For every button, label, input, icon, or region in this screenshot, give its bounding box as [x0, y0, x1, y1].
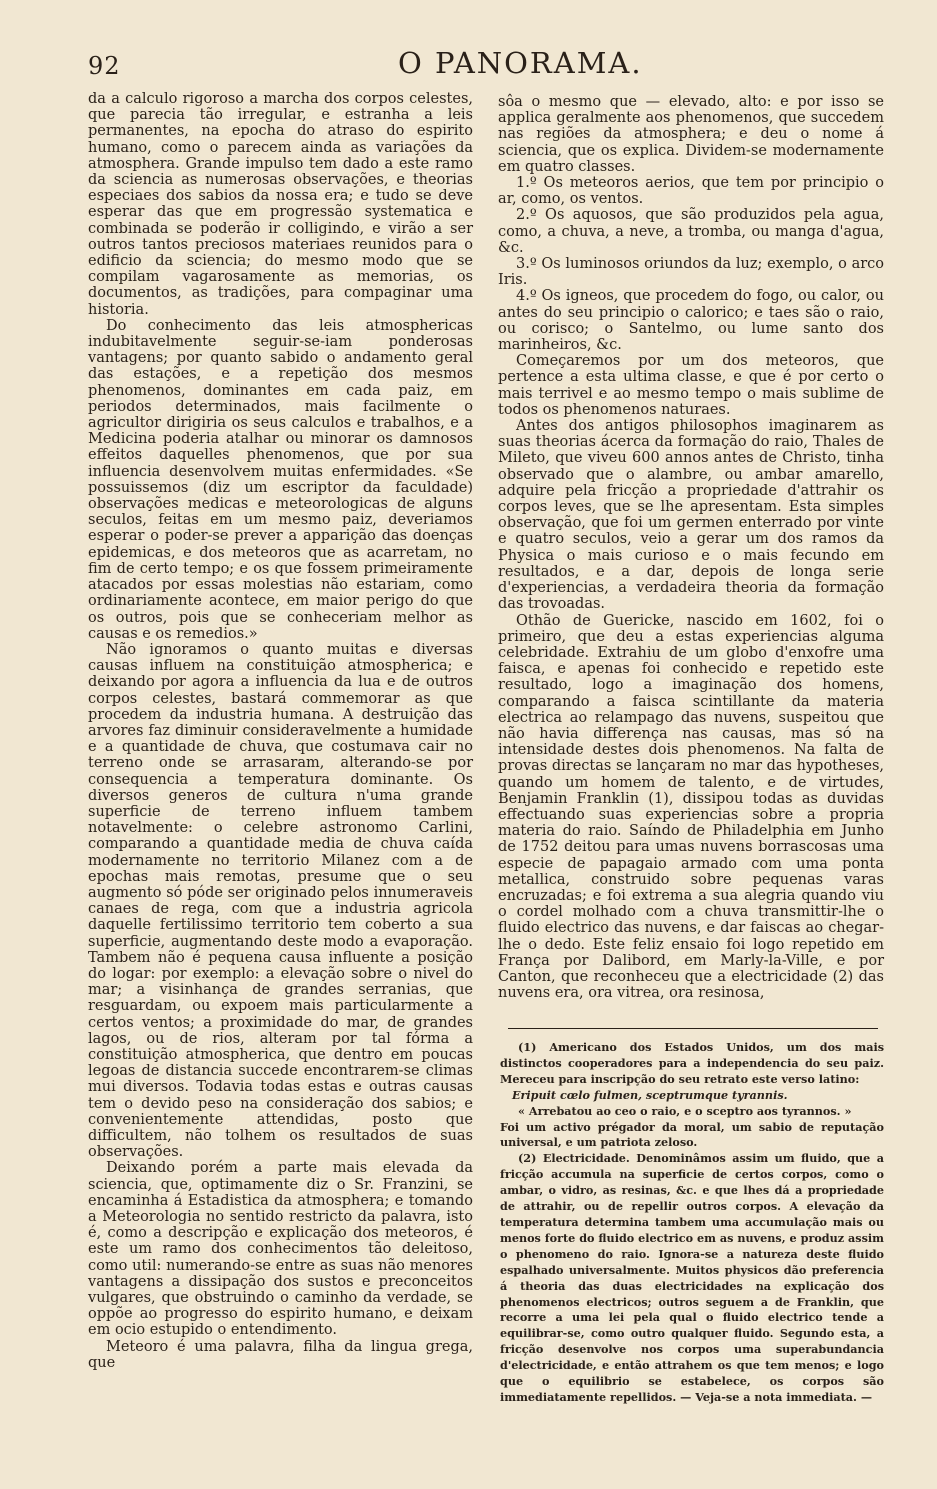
paragraph: Deixando porém a parte mais elevada da sciencia, que, optimamente diz o Sr. Franzini, se encaminha á Estadistica da atmosphera; e tomando a Meteorologia no sentido restricto da palavra, isto é, como a descripção e explicação dos meteoros, é este um ramo dos conhecimentos tão deleitoso, como util: numerando-se entre as suas não menores vantagens a dissipação dos sustos e preconceitos vulgares, que obstruindo o caminho da verdade, se oppõe ao progresso do espirito humano, e deixam em ocio estupido o entendimento.	[88, 1160, 473, 1339]
list-item: 4.º Os igneos, que procedem do fogo, ou calor, ou antes do seu principio o calorico; e taes são o raio, ou corisco; o Santelmo, ou lume santo dos marinheiros, &c.	[498, 288, 884, 354]
running-title: O PANORAMA.	[398, 46, 643, 80]
paragraph: Não ignoramos o quanto muitas e diversas causas influem na constituição atmospherica; e deixando por agora a influencia da lua e de outros corpos celestes, bastará commemorar as que procedem da industria humana. A destruição das arvores faz diminuir consideravelmente a humidade e a quantidade de chuva, que costumava cair no terreno onde se arrasaram, alterando-se por consequencia a temperatura dominante. Os diversos generos de cultura n'uma grande superficie de terreno influem tambem notavelmente: o celebre astronomo Carlini, comparando a quantidade media de chuva caída modernamente no territorio Milanez com a de epochas mais remotas, presume que o seu augmento só póde ser originado pelos innumeraveis canaes de rega, com que a industria agricola daquelle fertilissimo territorio tem coberto a sua superficie, augmentando deste modo a evaporação. Tambem não é pequena causa influente a posição do logar: por exemplo: a elevação sobre o nivel do mar; a visinhança de grandes serranias, que resguardam, ou expoem mais particularmente a certos ventos; a proximidade do mar, de grandes lagos, ou de rios, alteram por tal fórma a constituição atmospherica, que dentro em poucas legoas de distancia succede encontrarem-se climas mui diversos. Todavia todas estas e outras causas tem o devido peso na consideração dos sabios; e convenientemente attendidas, posto que difficultem, não tolhem os resultados de suas observações.	[88, 641, 473, 1161]
list-item: 1.º Os meteoros aerios, que tem por principio o ar, como, os ventos.	[498, 175, 884, 208]
paragraph: Antes dos antigos philosophos imaginarem as suas theorias ácerca da formação do raio, Thales de Mileto, que viveu 600 annos antes de Christo, tinha observado que o alambre, ou ambar amarello, adquire pela fricção a propriedade d'attrahir os corpos leves, que se lhe apresentam. Esta simples observação, que foi um germen enterrado por vinte e quatro seculos, veio a gerar um dos ramos da Physica o mais curioso e o mais fecundo em resultados, e a dar, depois de longa serie d'experiencias, a verdadeira theoria da formação das trovoadas.	[498, 418, 884, 613]
latin-verse: Eripuit cœlo fulmen, sceptrumque tyrannis.	[512, 1087, 788, 1102]
footnote: (1) Americano dos Estados Unidos, um dos mais distinctos cooperadores para a independencia do seu paiz. Mereceu para inscripção do seu retrato este verso latino:	[500, 1040, 884, 1086]
footnote-divider	[508, 1028, 878, 1029]
list-item: 2.º Os aquosos, que são produzidos pela agua, como, a chuva, a neve, a tromba, ou manga d'agua, &c.	[498, 207, 884, 256]
paragraph: Meteoro é uma palavra, filha da lingua grega, que	[88, 1338, 473, 1371]
left-column	[88, 91, 473, 1371]
right-column	[498, 94, 884, 1001]
footnotes	[500, 1040, 884, 1406]
footnote: (2) Electricidade. Denominâmos assim um fluido, que a fricção accumula na superficie de certos corpos, como o ambar, o vidro, as resinas, &c. e que lhes dá a propriedade de attrahir, ou de repellir outros corpos. A elevação da temperatura determina tambem uma accumulação mais ou menos forte do fluido electrico em as nuvens, e produz assim o phenomeno do raio. Ignora-se a natureza deste fluido espalhado universalmente. Muitos physicos dão preferencia á theoria das duas electricidades na explicação dos phenomenos electricos; outros seguem a de Franklin, que recorre a uma lei pela qual o fluido electrico tende a equilibrar-se, como outro qualquer fluido. Segundo esta, a fricção desenvolve nos corpos uma superabundancia d'electricidade, e então attrahem os que tem menos; e logo que o equilibrio se estabelece, os corpos são immediatamente repellidos. — Veja-se a nota immediata. —	[500, 1151, 884, 1404]
footnote-continuation: Foi um activo prégador da moral, um sabio de reputação universal, e um patriota zeloso.	[500, 1119, 884, 1150]
list-item: 3.º Os luminosos oriundos da luz; exemplo, o arco Iris.	[498, 256, 884, 289]
paragraph: Othão de Guericke, nascido em 1602, foi o primeiro, que deu a estas experiencias alguma celebridade. Extrahiu de um globo d'enxofre uma faisca, e apenas foi conhecido e repetido este resultado, logo a imaginação dos homens, comparando a faisca scintillante da materia electrica ao relampago das nuvens, suspeitou que não havia differença nas causas, mas só na intensidade destes dois phenomenos. Na falta de provas directas se lançaram no mar das hypotheses, quando um homem de talento, e de virtudes, Benjamin Franklin (1), dissipou todas as duvidas effectuando suas experiencias sobre a propria materia do raio. Saíndo de Philadelphia em Junho de 1752 deitou para umas nuvens borrascosas uma especie de papagaio armado com uma ponta metallica, construido sobre pequenas varas encruzadas; e foi extrema a sua alegria quando viu o cordel molhado com a chuva transmittir-lhe o fluido electrico das nuvens, e dar faiscas ao chegar-lhe o dedo. Este feliz ensaio foi logo repetido em França por Dalibord, em Marly-la-Ville, e por Canton, que reconheceu que a electricidade (2) das nuvens era, ora vitrea, ora resinosa,	[498, 612, 884, 1002]
paragraph: Do conhecimento das leis atmosphericas indubitavelmente seguir-se-iam ponderosas vantagens; por quanto sabido o andamento geral das estações, e a repetição dos mesmos phenomenos, dominantes em cada paiz, em periodos determinados, mais facilmente o agricultor dirigiria os seus calculos e trabalhos, e a Medicina poderia atalhar ou minorar os damnosos effeitos daquelles phenomenos, que por sua influencia desenvolvem muitas enfermidades. «Se possuissemos (diz um escriptor da faculdade) observações medicas e meteorologicas de alguns seculos, feitas em um mesmo paiz, deveriamos esperar o poder-se prever a apparição das doenças epidemicas, e dos meteoros que as acarretam, no fim de certo tempo; e os que fossem primeiramente atacados por essas molestias não estariam, como ordinariamente acontece, em maior perigo do que os outros, pois que se conheceriam melhor as causas e os remedios.»	[88, 317, 473, 642]
paragraph: da a calculo rigoroso a marcha dos corpos celestes, que parecia tão irregular, e estranha a leis permanentes, na epocha do atraso do espirito humano, como o parecem ainda as variações da atmosphera. Grande impulso tem dado a este ramo da sciencia as numerosas observações, e theorias especiaes dos sabios da nossa era; e tudo se deve esperar das que em progressão systematica e combinada se poderão ir colligindo, e virão a ser outros tantos preciosos materiaes reunidos para o edificio da sciencia; do mesmo modo que se compilam vagarosamente as memorias, os documentos, as tradições, para compaginar uma historia.	[88, 91, 473, 318]
page-number: 92	[88, 52, 121, 80]
page-header	[88, 46, 848, 82]
verse-translation: « Arrebatou ao ceo o raio, e o sceptro aos tyrannos. »	[518, 1103, 852, 1118]
paragraph: Começaremos por um dos meteoros, que pertence a esta ultima classe, e que é por certo o mais terrivel e ao mesmo tempo o mais sublime de todos os phenomenos naturaes.	[498, 353, 884, 418]
paragraph: sôa o mesmo que — elevado, alto: e por isso se applica geralmente aos phenomenos, que succedem nas regiões da atmosphera; e deu o nome á sciencia, que os explica. Dividem-se modernamente em quatro classes.	[498, 94, 884, 175]
